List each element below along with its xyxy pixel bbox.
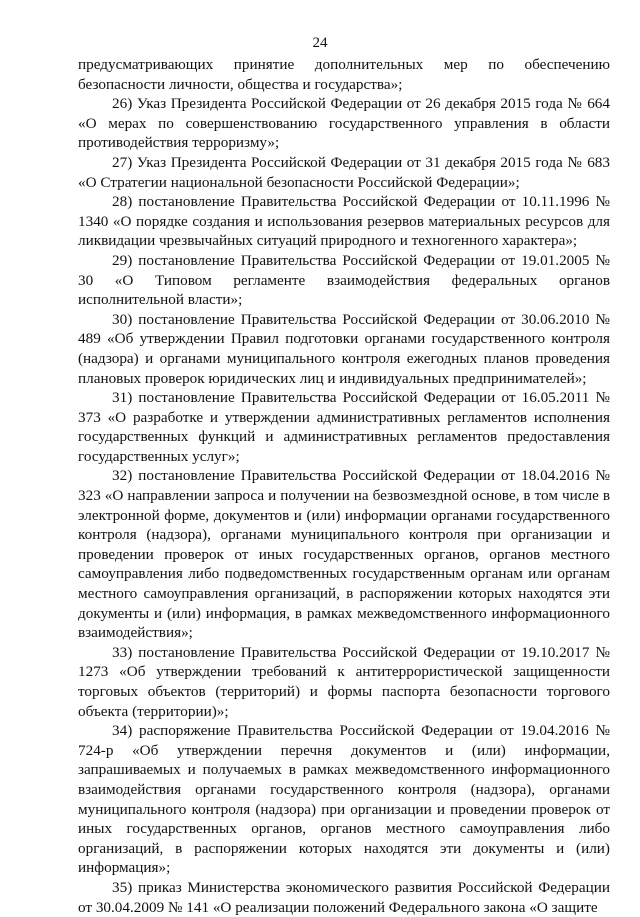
document-body <box>78 55 610 917</box>
list-item-31: 31) постановление Правительства Российской Федерации от 16.05.2011 № 373 «О разработке и утверждении административных регламентов исполнения государственных функций и административных регламентов предоставления государственных услуг»; <box>78 389 610 465</box>
list-item-26: 26) Указ Президента Российской Федерации от 26 декабря 2015 года № 664 «О мерах по совершенствованию государственного управления в области противодействия терроризму»; <box>78 95 610 152</box>
list-item-30: 30) постановление Правительства Российской Федерации от 30.06.2010 № 489 «Об утверждении Правил подготовки органами государственного контроля (надзора) и органами муниципального контроля ежегодных планов проведения плановых проверок юридических лиц и индивидуальных предпринимателей»; <box>78 310 610 387</box>
list-item-35: 35) приказ Министерства экономического развития Российской Федерации от 30.04.2009 № 141 «О реализации положений Федерального закона «О защите <box>78 878 610 916</box>
list-item-33: 33) постановление Правительства Российской Федерации от 19.10.2017 № 1273 «Об утверждении требований к антитеррористической защищенности торговых объектов (территорий) и формы паспорта безопасности торгового объекта (территории)»; <box>78 643 610 720</box>
list-item-27: 27) Указ Президента Российской Федерации от 31 декабря 2015 года № 683 «О Стратегии национальной безопасности Российской Федерации»; <box>78 153 610 191</box>
list-item-29: 29) постановление Правительства Российской Федерации от 19.01.2005 № 30 «О Типовом регламенте взаимодействия федеральных органов исполнительной власти»; <box>78 251 610 309</box>
list-item-34: 34) распоряжение Правительства Российской Федерации от 19.04.2016 № 724-р «Об утверждении перечня документов и (или) информации, запрашиваемых и получаемых в рамках межведомственного информационного взаимодействия органами государственного контроля (надзора), органами муниципального контроля (надзора) при организации и проведении проверок от иных государственных органов, органов местного самоуправления либо организаций, в распоряжении которых находятся эти документы и (или) информация»; <box>78 722 610 877</box>
list-item-32: 32) постановление Правительства Российской Федерации от 18.04.2016 № 323 «О направлении запроса и получении на безвозмездной основе, в том числе в электронной форме, документов и (или) информации органами государственного контроля (надзора), органами муниципального контроля при организации и проведении проверок от иных государственных органов, органов местного самоуправления либо подведомственных государственным органам или органам местного самоуправления организаций, в распоряжении которых находятся эти документы и (или) информация, в рамках межведомственного информационного взаимодействия»; <box>78 467 610 642</box>
page-number: 24 <box>312 35 328 51</box>
list-item-28: 28) постановление Правительства Российской Федерации от 10.11.1996 № 1340 «О порядке создания и использования резервов материальных ресурсов для ликвидации чрезвычайных ситуаций природного и техногенного характера»; <box>78 193 610 250</box>
paragraph-continuation: предусматривающих принятие дополнительных мер по обеспечению безопасности личности, общества и государства»; <box>78 56 610 93</box>
